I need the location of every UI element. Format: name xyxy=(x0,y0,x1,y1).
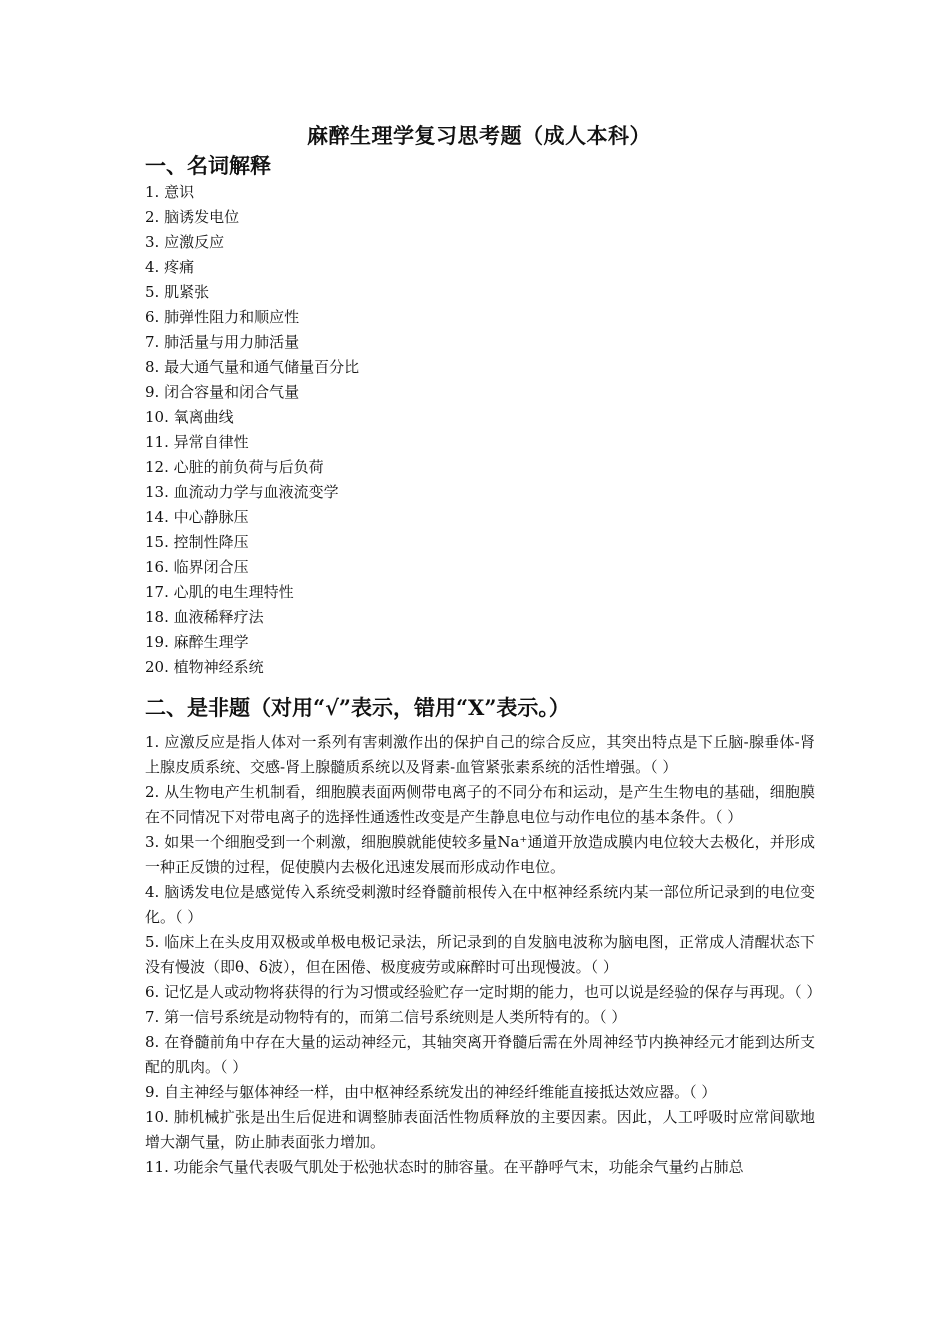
term-item: 12. 心脏的前负荷与后负荷 xyxy=(145,458,324,476)
question-item: 4. 脑诱发电位是感觉传入系统受刺激时经脊髓前根传入在中枢神经系统内某一部位所记录到的电位变化。（ ） xyxy=(145,883,815,926)
term-item: 16. 临界闭合压 xyxy=(145,558,249,576)
term-item: 4. 疼痛 xyxy=(145,258,195,276)
question-item: 3. 如果一个细胞受到一个刺激，细胞膜就能使较多量Na⁺通道开放造成膜内电位较大去极化，并形成一种正反馈的过程，促使膜内去极化迅速发展而形成动作电位。 xyxy=(145,833,815,876)
section-heading-true-false: 二、是非题（对用“√”表示，错用“X”表示。） xyxy=(145,695,570,720)
term-item: 14. 中心静脉压 xyxy=(145,508,249,526)
term-item: 6. 肺弹性阻力和顺应性 xyxy=(145,308,300,326)
term-item: 9. 闭合容量和闭合气量 xyxy=(145,383,300,401)
document-page xyxy=(145,120,822,1180)
terms-list xyxy=(145,180,815,680)
question-item: 11. 功能余气量代表吸气肌处于松弛状态时的肺容量。在平静呼气末，功能余气量约占肺总 xyxy=(145,1158,744,1176)
term-item: 10. 氧离曲线 xyxy=(145,408,234,426)
term-item: 8. 最大通气量和通气储量百分比 xyxy=(145,358,360,376)
term-item: 13. 血流动力学与血液流变学 xyxy=(145,483,339,501)
question-item: 5. 临床上在头皮用双极或单极电极记录法，所记录到的自发脑电波称为脑电图，正常成人清醒状态下没有慢波（即θ、δ波），但在困倦、极度疲劳或麻醉时可出现慢波。（ ） xyxy=(145,933,815,976)
section-heading-terms: 一、名词解释 xyxy=(145,153,271,178)
term-item: 3. 应激反应 xyxy=(145,233,225,251)
term-item: 17. 心肌的电生理特性 xyxy=(145,583,294,601)
term-item: 15. 控制性降压 xyxy=(145,533,249,551)
term-item: 20. 植物神经系统 xyxy=(145,658,264,676)
question-item: 8. 在脊髓前角中存在大量的运动神经元，其轴突离开脊髓后需在外周神经节内换神经元才能到达所支配的肌肉。（ ） xyxy=(145,1033,815,1076)
question-item: 1. 应激反应是指人体对一系列有害刺激作出的保护自己的综合反应，其突出特点是下丘脑-腺垂体-肾上腺皮质系统、交感-肾上腺髓质系统以及肾素-血管紧张素系统的活性增强。（ ） xyxy=(145,733,815,776)
true-false-list xyxy=(145,730,822,1180)
question-item: 2. 从生物电产生机制看，细胞膜表面两侧带电离子的不同分布和运动，是产生生物电的基础，细胞膜在不同情况下对带电离子的选择性通透性改变是产生静息电位与动作电位的基本条件。（ ） xyxy=(145,783,815,826)
term-item: 7. 肺活量与用力肺活量 xyxy=(145,333,300,351)
term-item: 11. 异常自律性 xyxy=(145,433,249,451)
question-item: 7. 第一信号系统是动物特有的，而第二信号系统则是人类所特有的。（ ） xyxy=(145,1008,627,1026)
document-title: 麻醉生理学复习思考题（成人本科） xyxy=(307,123,651,148)
term-item: 1. 意识 xyxy=(145,183,195,201)
question-item: 10. 肺机械扩张是出生后促进和调整肺表面活性物质释放的主要因素。因此，人工呼吸时应常间歇地增大潮气量，防止肺表面张力增加。 xyxy=(145,1108,815,1151)
term-item: 2. 脑诱发电位 xyxy=(145,208,240,226)
question-item: 6. 记忆是人或动物将获得的行为习惯或经验贮存一定时期的能力，也可以说是经验的保存与再现。（ ） xyxy=(145,983,822,1001)
term-item: 19. 麻醉生理学 xyxy=(145,633,249,651)
term-item: 5. 肌紧张 xyxy=(145,283,210,301)
question-item: 9. 自主神经与躯体神经一样，由中枢神经系统发出的神经纤维能直接抵达效应器。（ ） xyxy=(145,1083,717,1101)
term-item: 18. 血液稀释疗法 xyxy=(145,608,264,626)
